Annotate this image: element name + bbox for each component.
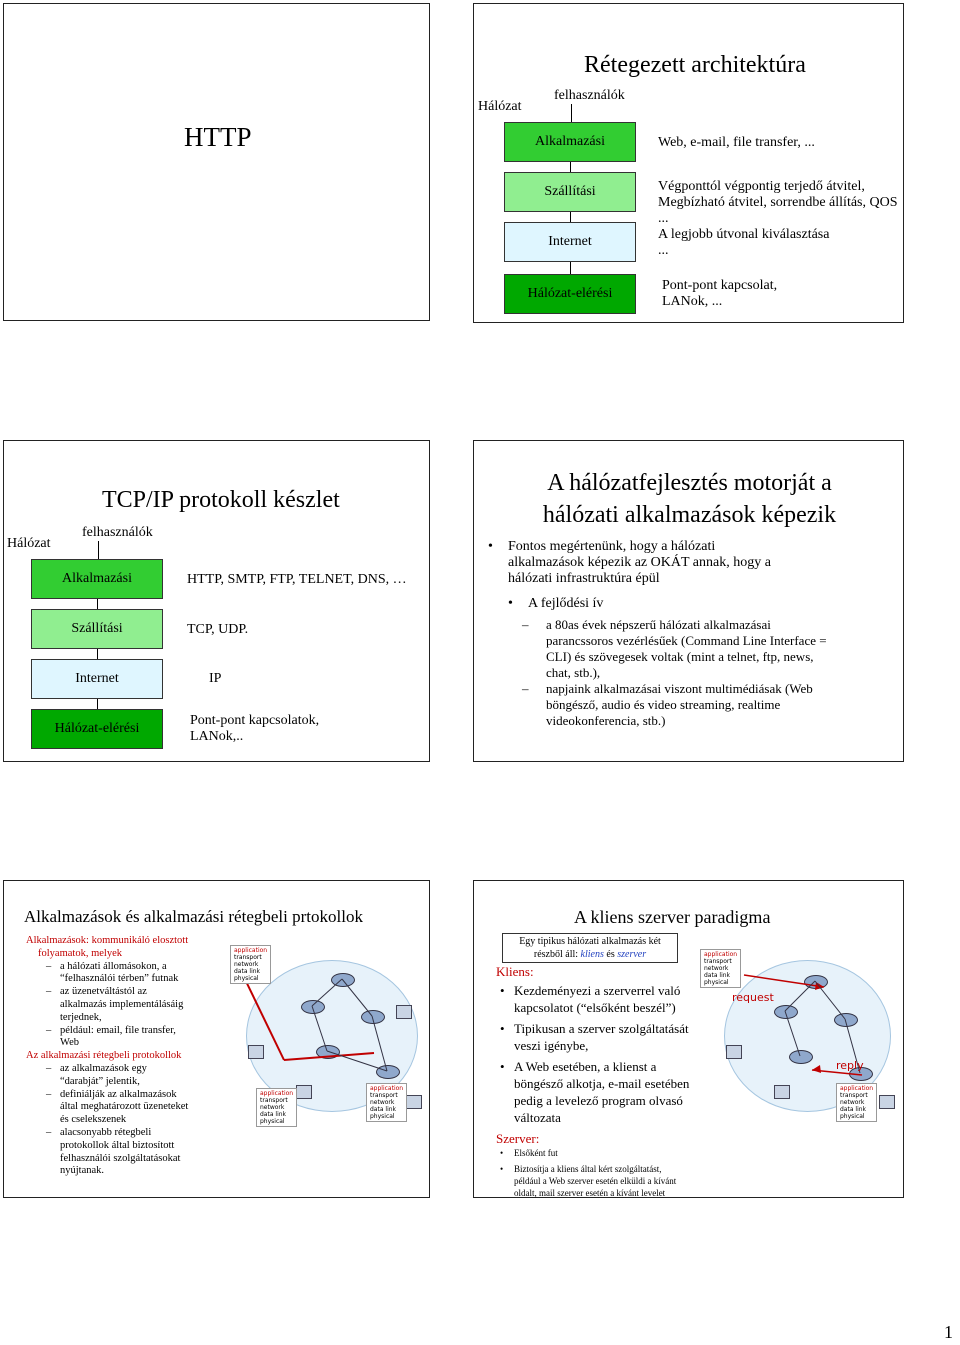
users-label: felhasználók (82, 525, 153, 540)
text-column (26, 935, 226, 1178)
layer-application: Alkalmazási (31, 559, 163, 599)
apps-item: – például: email, file transfer, Web (46, 1024, 176, 1049)
bullet-2: • A fejlődési ív (508, 596, 604, 611)
sub-bullet-1: – a 80as évek népszerű hálózati alkalmazásai parancssoros vezérlésűek (Command Line Interface = CLI) és szövegesek voltak (mint a telnet, ftp, news, chat, stb.), (522, 617, 827, 680)
connector-line (570, 212, 571, 222)
protocols-internet: IP (209, 671, 222, 686)
server-heading: Szerver: (496, 1131, 540, 1146)
server-section (496, 1147, 756, 1198)
protocols-item: – az alkalmazások egy “darabját” jelentik, (46, 1062, 147, 1087)
slide-application-protocols (3, 880, 430, 1198)
protocols-access: Pont-pont kapcsolatok, LANok,.. (190, 713, 320, 744)
slide-title: HTTP (184, 122, 252, 152)
intro-box: Egy tipikus hálózati alkalmazás két részből áll: kliens és szerver (502, 933, 678, 963)
protocol-stack-server: application transport network data link physical (836, 1083, 877, 1122)
dash: – (522, 617, 529, 632)
protocol-stack-bottom-right: application transport network data link physical (366, 1083, 407, 1122)
protocols-item: – definiálják az alkalmazások által meghatározott üzeneteket és cselekszenek (46, 1088, 189, 1126)
connector-line (570, 262, 571, 274)
connector-line (97, 699, 98, 709)
dash: – (522, 681, 529, 696)
bullet-dot: • (488, 539, 493, 554)
slide-layered-architecture (473, 3, 904, 323)
layer-transport: Szállítási (31, 609, 163, 649)
users-arrow (571, 104, 572, 122)
server-item: • Biztosítja a kliens által kért szolgáltatást, például a Web szerver esetén elküldi a kívánt oldalt, mail szerver esetén a kívánt levelet (500, 1164, 677, 1198)
desc-transport: Végponttól végpontig terjedő átvitel, Megbízható átvitel, sorrendbe állítás, QOS ... (658, 179, 898, 226)
protocols-application: HTTP, SMTP, FTP, TELNET, DNS, … (187, 572, 407, 587)
slide-tcpip-suite (3, 440, 430, 762)
slide-title: Alkalmazások és alkalmazási rétegbeli prtokollok (24, 907, 363, 926)
protocols-heading: Az alkalmazási rétegbeli protokollok (26, 1050, 182, 1062)
protocols-transport: TCP, UDP. (187, 622, 249, 637)
slide-title: TCP/IP protokoll készlet (102, 487, 340, 513)
bullet-dot: • (508, 596, 513, 611)
page-number: 1 (944, 1322, 953, 1342)
slide-network-apps-drive (473, 440, 904, 762)
protocol-stack-top: application transport network data link physical (230, 945, 271, 984)
desc-access: Pont-pont kapcsolat, LANok, ... (662, 278, 778, 309)
slide-client-server (473, 880, 904, 1198)
layer-access: Hálózat-elérési (504, 274, 636, 314)
layer-transport: Szállítási (504, 172, 636, 212)
request-label: request (732, 991, 774, 1004)
client-section (496, 963, 716, 1147)
apps-item: – a hálózati állomásokon, a “felhasználói térben” futnak (46, 960, 179, 985)
reply-label: reply (836, 1059, 864, 1072)
apps-item: – az üzenetváltástól az alkalmazás implementálásáig terjednek, (46, 986, 184, 1023)
desc-internet: A legjobb útvonal kiválasztása ... (658, 227, 830, 258)
client-item: • A Web esetében, a klienst a böngésző alkotja, e-mail esetében pedig a levelező program olvasó változata (500, 1059, 690, 1125)
apps-heading: Alkalmazások: kommunikáló elosztott folyamatok, melyek (26, 935, 189, 959)
client-heading: Kliens: (496, 964, 534, 979)
bullet-1: • Fontos megértenünk, hogy a hálózati alkalmazások képezik az OKÁT annak, hogy a hálózati infrastruktúra épül (488, 539, 771, 586)
users-label: felhasználók (554, 88, 625, 103)
protocol-stack-client: application transport network data link physical (700, 949, 741, 988)
connector-line (97, 599, 98, 609)
layer-internet: Internet (31, 659, 163, 699)
sub-bullet-2: – napjaink alkalmazásai viszont multimédiásak (Web böngésző, audio és video streaming, realtime videokonferencia, stb.) (522, 681, 813, 728)
layer-access: Hálózat-elérési (31, 709, 163, 749)
network-label: Hálózat (7, 536, 51, 551)
slide-title: Rétegezett architektúra (584, 52, 806, 78)
desc-application: Web, e-mail, file transfer, ... (658, 135, 815, 150)
protocols-item: – alacsonyabb rétegbeli protokollok által biztosított felhasználói szolgáltatásokat nyújtanak. (46, 1126, 181, 1177)
connector-line (570, 162, 571, 172)
network-label: Hálózat (478, 99, 522, 114)
slide-title: A hálózatfejlesztés motorját a hálózati alkalmazások képezik (542, 470, 837, 528)
layer-internet: Internet (504, 222, 636, 262)
network-illustration (704, 945, 900, 1145)
slide-title: A kliens szerver paradigma (574, 907, 771, 927)
server-item: • Elsőként fut (500, 1148, 558, 1158)
slide-http (3, 3, 430, 321)
layer-application: Alkalmazási (504, 122, 636, 162)
connector-line (97, 649, 98, 659)
client-item: • Kezdeményezi a szerverrel való kapcsolatot (“elsőként beszél”) (500, 983, 681, 1015)
users-arrow (98, 541, 99, 559)
network-illustration (226, 945, 426, 1145)
protocol-stack-bottom-left: application transport network data link physical (256, 1088, 297, 1127)
client-item: • Tipikusan a szerver szolgáltatását veszi igénybe, (500, 1021, 689, 1053)
